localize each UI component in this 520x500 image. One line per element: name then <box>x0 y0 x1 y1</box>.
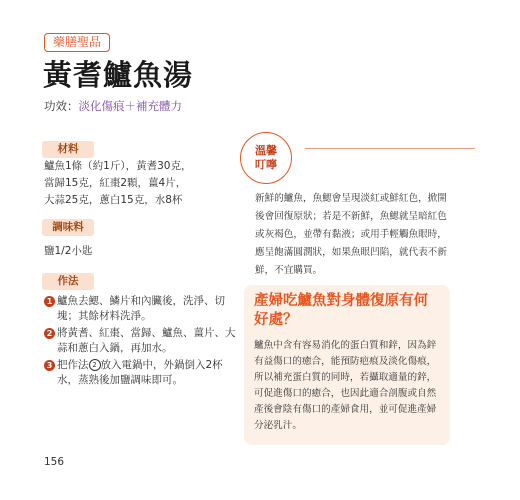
ingredients-list <box>44 158 244 209</box>
tip-label-line1: 溫馨 <box>255 144 277 157</box>
step-reference-badge: 2 <box>89 359 101 371</box>
step-text: 將黃耆、紅棗、當歸、鱸魚、薑片、大蒜和蔥白入鍋，再加水。 <box>57 327 236 354</box>
ingredient-line: 鱸魚1條（約1斤），黃耆30克， <box>44 160 192 172</box>
step-text-post: 放入電鍋中，外鍋倒入2杯水，蒸熟後加鹽調味即可。 <box>57 359 223 386</box>
effect-label: 功效： <box>44 99 79 113</box>
step-item <box>44 358 240 388</box>
step-item <box>44 326 240 356</box>
tip-label-line2: 叮嚀 <box>255 158 277 171</box>
effect-value: 淡化傷痕＋補充體力 <box>78 99 182 113</box>
category-tag: 藥膳聖品 <box>44 33 110 52</box>
step-number-badge: 1 <box>44 296 55 307</box>
qa-title: 產婦吃鱸魚對身體復原有何好處？ <box>254 293 428 328</box>
method-steps <box>44 294 240 390</box>
page-number: 156 <box>44 456 65 468</box>
tip-divider <box>305 148 475 149</box>
step-number-badge: 2 <box>44 328 55 339</box>
step-text-pre: 把作法 <box>57 359 89 371</box>
tip-text: 新鮮的鱸魚，魚鰓會呈現淡紅或鮮紅色，掀開後會回復原狀；若是不新鮮，魚鰓就呈暗紅色或灰褐色，並帶有黏液；或用手輕觸魚眼時，應呈飽滿圓潤狀，如果魚眼凹陷，就代表不新鮮，不宜購買。 <box>255 193 447 276</box>
seasoning-text: 鹽1/2小匙 <box>44 245 93 257</box>
step-number-badge: 3 <box>44 360 55 371</box>
step-item <box>44 294 240 324</box>
qa-box <box>244 285 450 445</box>
ingredients-heading: 材料 <box>42 141 94 158</box>
ingredient-line: 大蒜25克，蔥白15克，水8杯 <box>44 194 183 206</box>
ingredient-line: 當歸15克，紅棗2顆，薑4片， <box>44 177 187 189</box>
recipe-title: 黃耆鱸魚湯 <box>43 58 194 92</box>
effect-line <box>44 98 182 114</box>
qa-text: 鱸魚中含有容易消化的蛋白質和鋅，因為鋅有益傷口的癒合，能預防疤痕及淡化傷痕，所以補充蛋白質的同時，若攝取適量的鋅，可促進傷口的癒合，也因此適合剖腹或自然產後會陰有傷口的產婦食用，並可促進產婦分泌乳汁。 <box>254 340 437 431</box>
step-text: 鱸魚去鰓、鱗片和內臟後，洗淨、切塊；其餘材料洗淨。 <box>57 295 225 322</box>
method-heading: 作法 <box>42 273 94 290</box>
seasoning-heading: 調味料 <box>42 219 94 236</box>
tip-badge <box>240 132 292 184</box>
